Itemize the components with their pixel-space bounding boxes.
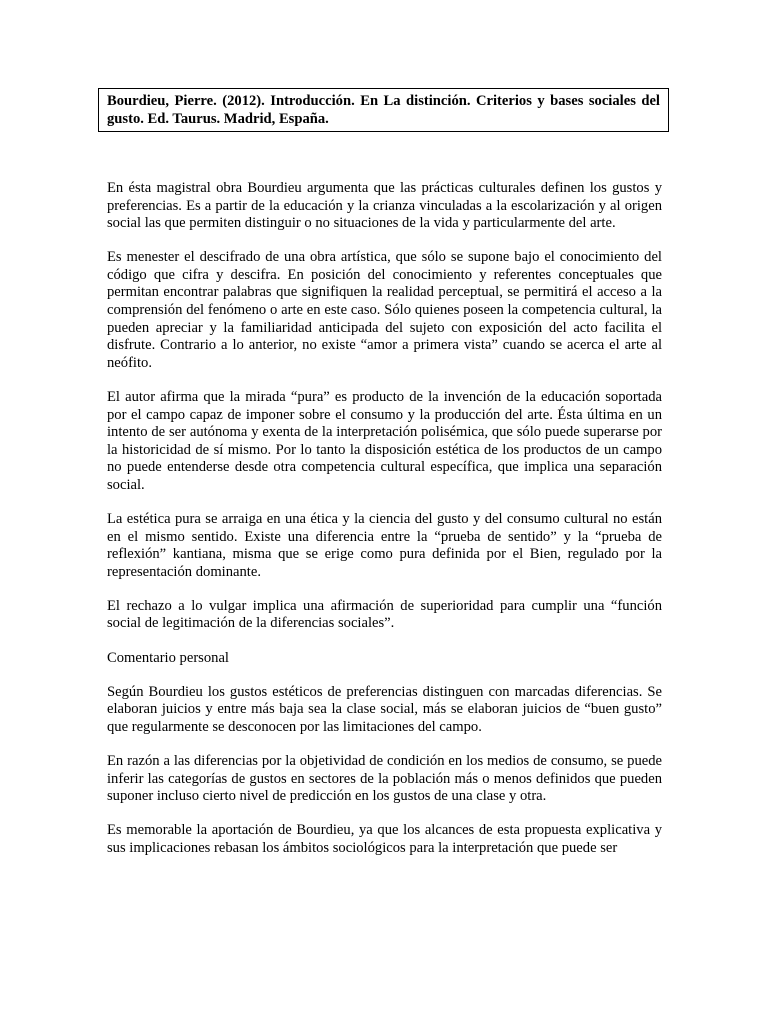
paragraph-comment-3: Es memorable la aportación de Bourdieu, ya que los alcances de esta propuesta explicativa y sus implicaciones rebasan los ámbitos sociológicos para la interpretación que puede ser — [107, 822, 662, 856]
paragraph-comment-1: Según Bourdieu los gustos estéticos de preferencias distinguen con marcadas diferencias. Se elaboran juicios y entre más baja sea la clase social, más se elaboran juicios de “buen gusto” que regularmente se desconocen por las limitaciones del campo. — [107, 683, 662, 735]
document-body — [107, 180, 662, 874]
paragraph-pure-aesthetic: La estética pura se arraiga en una ética y la ciencia del gusto y del consumo cultural no están en el mismo sentido. Existe una diferencia entre la “prueba de sentido” y la “prueba de reflexión” kantiana, misma que se erige como pura definida por el Bien, regulado por la representación dominante. — [107, 511, 662, 580]
paragraph-pure-gaze: El autor afirma que la mirada “pura” es producto de la invención de la educación soportada por el campo capaz de imponer sobre el consumo y la producción del arte. Ésta última en un intento de ser autónoma y exenta de la interpretación polisémica, que sólo puede superarse por la historicidad de sí mismo. Por lo tanto la disposición estética de los productos de un campo no puede entenderse desde otra competencia cultural específica, que implica una separación social. — [107, 388, 662, 493]
citation-box — [98, 88, 669, 132]
citation-text: Bourdieu, Pierre. (2012). Introducción. En La distinción. Criterios y bases sociales del gusto. Ed. Taurus. Madrid, España. — [107, 93, 660, 127]
paragraph-vulgar-rejection: El rechazo a lo vulgar implica una afirmación de superioridad para cumplir una “función social de legitimación de la diferencias sociales”. — [107, 597, 662, 632]
paragraph-intro: En ésta magistral obra Bourdieu argumenta que las prácticas culturales definen los gustos y preferencias. Es a partir de la educación y la crianza vinculadas a la escolarización y al origen social las que permiten distinguir o no situaciones de la vida y particularmente del arte. — [107, 180, 662, 232]
paragraph-comment-2: En razón a las diferencias por la objetividad de condición en los medios de consumo, se puede inferir las categorías de gustos en sectores de la población más o menos definidos que pueden suponer incluso cierto nivel de predicción en los gustos de una clase y otra. — [107, 752, 662, 805]
section-heading: Comentario personal — [107, 649, 229, 666]
paragraph-deciphering: Es menester el descifrado de una obra artística, que sólo se supone bajo el conocimiento del código que cifra y descifra. En posición del conocimiento y referentes conceptuales que permitan encontrar palabras que signifiquen la realidad perceptual, se permitirá el acceso a la comprensión del fenómeno o arte en este caso. Sólo quienes poseen la competencia cultural, la pueden apreciar y la familiaridad anticipada del sujeto con exposición del acto facilita el disfrute. Contrario a lo anterior, no existe “amor a primera vista” cuando se acerca el arte al neófito. — [107, 249, 662, 371]
